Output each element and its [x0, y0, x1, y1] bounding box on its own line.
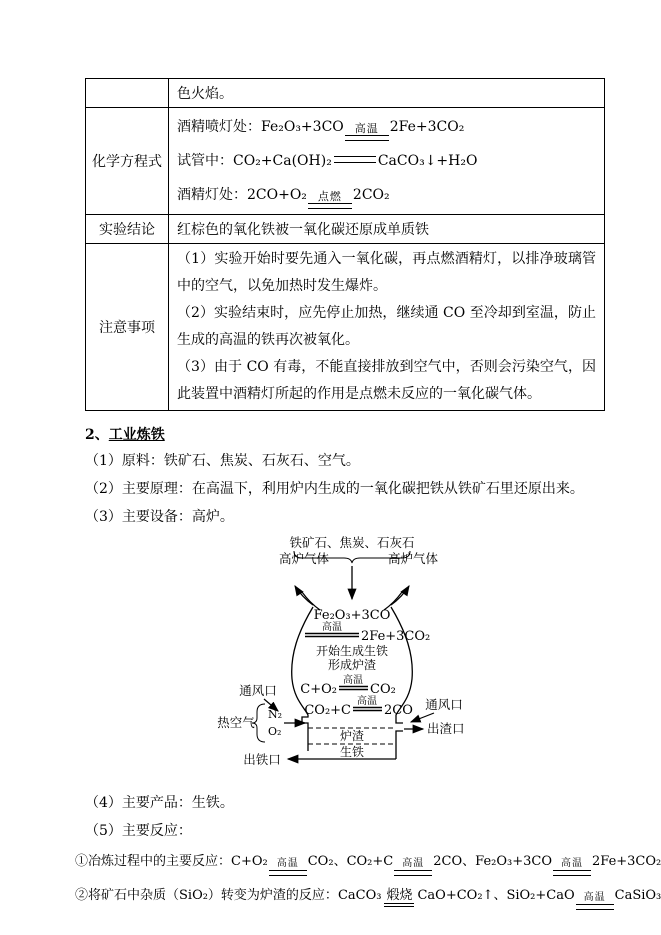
separator: 、 — [333, 854, 347, 869]
condition-label: 点燃 — [317, 190, 342, 203]
vent-right-label: 通风口 — [425, 697, 463, 712]
row-header-equations: 化学方程式 — [86, 108, 169, 215]
note-2: （2）实验结束时，应先停止加热，继续通 CO 至冷却到室温，防止生成的高温的铁再次被氧化。 — [177, 305, 596, 348]
double-line — [345, 135, 389, 141]
reaction-lhs: Fe₂O₃+3CO — [475, 854, 552, 869]
section-item-1: （1）原料：铁矿石、焦炭、石灰石、空气。 — [85, 453, 360, 469]
condition-equals — [576, 893, 614, 910]
double-line — [308, 203, 352, 209]
gas-label-right: 高炉气体 — [387, 551, 439, 566]
separator: 、 — [493, 888, 507, 903]
n2-label: N₂ — [268, 708, 283, 721]
reaction-rhs: CO₂ — [307, 854, 334, 869]
furnace-eq-b-cond: 高温 — [357, 696, 377, 707]
furnace-eq-b-rhs: 2CO — [384, 703, 413, 718]
hot-air-label: 热空气 — [217, 715, 255, 730]
feed-label: 铁矿石、焦炭、石灰石 — [289, 535, 415, 550]
double-line — [269, 870, 307, 876]
condition-equals — [269, 859, 307, 876]
furnace-text-1: 开始生成生铁 — [315, 644, 389, 658]
reaction-lhs: SiO₂+CaO — [506, 888, 575, 903]
equation-lhs: Fe₂O₃+3CO — [261, 119, 344, 135]
double-line — [553, 870, 591, 876]
double-equals — [334, 156, 376, 163]
condition-label: 高温 — [354, 122, 379, 135]
condition-label: 高温 — [561, 858, 583, 869]
furnace-eq-top-rhs: 2Fe+3CO₂ — [361, 629, 431, 644]
equation-lhs: 2CO+O₂ — [247, 187, 307, 203]
table-row-flame — [86, 79, 605, 108]
condition-equals — [308, 191, 352, 209]
blast-furnace-diagram — [85, 533, 605, 789]
furnace-eq-a-rhs: CO₂ — [370, 682, 396, 697]
furnace-text-2: 形成炉渣 — [327, 658, 377, 672]
reaction-lhs: C+O₂ — [231, 854, 268, 869]
reaction-rhs: 2CO — [433, 854, 463, 869]
note-3: （3）由于 CO 有毒，不能直接排放到空气中，否则会污染空气，因此装置中酒精灯所起的作用是点燃未反应的一氧化碳气体。 — [177, 359, 596, 402]
reaction-prefix-2: ②将矿石中杂质（SiO₂）转变为炉渣的反应： — [75, 888, 338, 903]
iron-outlet-label: 出铁口 — [243, 752, 281, 767]
furnace-eq-top-cond: 高温 — [322, 622, 342, 633]
gas-label-left: 高炉气体 — [278, 551, 330, 566]
reaction-rhs: CaO+CO₂↑ — [417, 888, 494, 903]
condition-equals — [553, 859, 591, 876]
reaction-prefix-1: ①冶炼过程中的主要反应： — [75, 854, 232, 869]
furnace-eq-top-lhs: Fe₂O₃+3CO — [313, 608, 391, 623]
equation-prefix: 酒精灯处： — [177, 187, 247, 203]
section-item-5: （5）主要反应： — [85, 823, 192, 839]
section-item-2: （2）主要原理：在高温下，利用炉内生成的一氧化碳把铁从铁矿石里还原出来。 — [85, 481, 584, 497]
blast-furnace-svg — [210, 533, 480, 785]
row-text-conclusion: 红棕色的氧化铁被一氧化碳还原成单质铁 — [169, 215, 605, 244]
reaction-lhs: CaCO₃ — [337, 888, 382, 903]
row-content-equations — [169, 108, 605, 215]
condition-equals — [394, 859, 432, 876]
o2-label: O₂ — [268, 725, 282, 738]
furnace-eq-a-cond: 高温 — [343, 675, 363, 686]
equation-rhs: CaCO₃↓+H₂O — [377, 153, 478, 169]
equation-line-3 — [177, 178, 596, 212]
reaction-rhs: 2Fe+3CO₂ — [592, 854, 661, 869]
condition-equals — [345, 123, 389, 141]
equation-line-1 — [177, 110, 596, 144]
table-row-equations — [86, 108, 605, 215]
slag-label: 炉渣 — [339, 729, 365, 743]
double-line — [576, 904, 614, 910]
furnace-left-wall — [292, 607, 313, 751]
equation-lhs: CO₂+Ca(OH)₂ — [233, 153, 332, 169]
calcination-condition: 煅烧 — [384, 888, 414, 907]
experiment-table — [85, 78, 605, 411]
row-content-notes — [169, 244, 605, 411]
slag-outlet-label: 出渣口 — [427, 721, 465, 736]
condition-label: 高温 — [402, 858, 425, 869]
double-line — [394, 870, 432, 876]
reaction-lhs: CO₂+C — [346, 854, 394, 869]
equation-rhs: 2Fe+3CO₂ — [389, 119, 465, 135]
condition-label: 高温 — [276, 858, 299, 869]
table-row-conclusion — [86, 215, 605, 244]
row-header-notes: 注意事项 — [86, 244, 169, 411]
section-item-3: （3）主要设备：高炉。 — [85, 509, 234, 525]
reaction-rhs: CaSiO₃ — [614, 888, 661, 903]
equation-prefix: 酒精喷灯处： — [177, 119, 261, 135]
equation-line-2 — [177, 144, 596, 178]
row-text-flame: 色火焰。 — [169, 79, 605, 108]
note-1: （1）实验开始时要先通入一氧化碳，再点燃酒精灯，以排净玻璃管中的空气，以免加热时发生爆炸。 — [177, 251, 596, 294]
reaction-line-1 — [75, 845, 661, 879]
reaction-line-2 — [75, 879, 661, 913]
equation-prefix: 试管中： — [177, 153, 233, 169]
section-item-4: （4）主要产品：生铁。 — [85, 795, 234, 811]
vent-left-label: 通风口 — [239, 683, 277, 698]
table-row-notes — [86, 244, 605, 411]
row-header-conclusion: 实验结论 — [86, 215, 169, 244]
equation-rhs: 2CO₂ — [352, 187, 390, 203]
condition-label: 高温 — [583, 892, 606, 903]
furnace-eq-a-lhs: C+O₂ — [300, 682, 337, 697]
row-header-empty — [86, 79, 169, 108]
pig-iron-label: 生铁 — [339, 745, 365, 759]
furnace-eq-b-lhs: CO₂+C — [304, 703, 351, 718]
section-title: 工业炼铁 — [108, 427, 165, 443]
section-heading — [85, 423, 605, 447]
hot-air-brace — [252, 704, 265, 742]
separator: 、 — [462, 854, 476, 869]
section-number: 2、 — [85, 427, 109, 443]
